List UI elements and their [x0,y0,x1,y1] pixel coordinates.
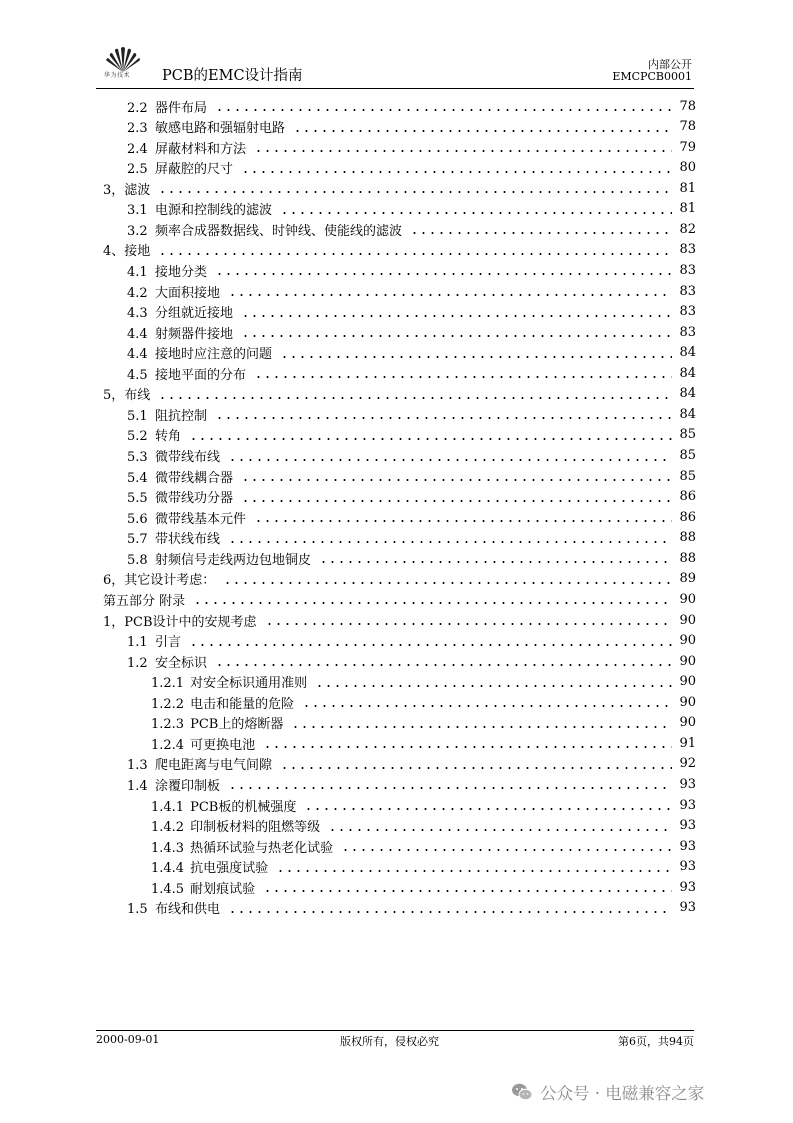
toc-entry[interactable] [127,199,696,219]
toc-leader-dots [276,199,676,219]
toc-entry-title: 接地平面的分布 [155,367,247,383]
toc-entry-title: 涂覆印制板 [155,778,221,794]
toc-entry-page: 93 [679,859,696,875]
toc-entry-page: 82 [679,221,696,237]
toc-entry-page: 93 [679,818,696,834]
toc-entry-page: 88 [679,530,696,546]
toc-entry-number: 第五部分 附录 [103,593,186,609]
toc-entry[interactable] [127,302,696,322]
toc-entry-page: 90 [679,715,696,731]
toc-entry-page: 91 [679,735,696,751]
toc-entry-number: 1.4.3 [151,840,185,856]
toc-entry-title: 引言 [155,635,182,651]
toc-entry-number: 5.7 [127,532,148,548]
toc-entry[interactable] [151,692,696,712]
toc-entry-number: 3.1 [127,203,148,219]
toc-leader-dots [287,713,676,733]
toc-leader-dots [237,158,676,178]
toc-leader-dots [189,589,676,609]
toc-entry-number: 1.2 [127,655,148,671]
toc-entry-page: 85 [679,448,696,464]
toc-entry-number: 2.4 [127,141,148,157]
toc-entry-page: 83 [679,242,696,258]
toc-entry-page: 85 [679,468,696,484]
toc-entry[interactable] [151,672,696,692]
toc-entry-title: 微带线功分器 [155,491,234,507]
toc-entry-page: 83 [679,262,696,278]
toc-entry-title: 抗电强度试验 [190,861,269,877]
toc-entry-number: 5.3 [127,450,148,466]
toc-entry[interactable] [127,281,696,301]
toc-leader-dots [272,857,676,877]
toc-entry[interactable] [127,446,696,466]
toc-entry[interactable] [103,569,696,589]
toc-leader-dots [211,96,676,116]
toc-entry-number: 1，PCB设计中的安规考虑 [103,614,257,630]
toc-entry-page: 90 [679,591,696,607]
toc-entry-number: 1.5 [127,902,148,918]
toc-leader-dots [289,117,676,137]
wechat-icon [510,1080,534,1104]
toc-leader-dots [224,528,676,548]
toc-entry-title: 射频信号走线两边包地铜皮 [155,552,312,568]
footer-divider [96,1030,694,1031]
toc-leader-dots [237,322,676,342]
toc-entry-title: 接地分类 [155,264,208,280]
footer-page-info: 第6页，共94页 [618,1035,694,1048]
toc-entry[interactable] [151,857,696,877]
toc-leader-dots [259,877,676,897]
toc-leader-dots [237,466,676,486]
toc-entry[interactable] [127,754,696,774]
toc-leader-dots [224,281,676,301]
toc-entry-title: 安全标识 [155,655,208,671]
toc-entry-title: 可更换电池 [190,737,256,753]
toc-entry-title: PCB板的机械强度 [190,799,297,815]
toc-leader-dots [406,219,676,239]
toc-leader-dots [276,754,676,774]
toc-leader-dots [276,343,676,363]
toc-entry-page: 84 [679,365,696,381]
watermark-text: 公众号 · 电磁兼容之家 [540,1084,705,1103]
toc-leader-dots [250,363,676,383]
toc-entry-page: 83 [679,304,696,320]
toc-entry-page: 81 [679,201,696,217]
toc-leader-dots [185,631,676,651]
toc-entry[interactable] [103,610,696,630]
toc-entry[interactable] [151,816,696,836]
toc-entry-number: 1.4.2 [151,820,185,836]
toc-entry-number: 5.2 [127,429,148,445]
toc-entry[interactable] [103,240,696,260]
toc-entry-title: 阻抗控制 [155,408,208,424]
toc-entry-page: 92 [679,756,696,772]
toc-entry-number: 5.1 [127,408,148,424]
toc-entry[interactable] [103,589,696,609]
toc-entry-title: 敏感电路和强辐射电路 [155,121,286,137]
toc-entry-page: 81 [679,180,696,196]
toc-entry-number: 2.3 [127,121,148,137]
toc-entry[interactable] [127,96,696,116]
toc-entry-number: 1.4.4 [151,861,185,877]
toc-leader-dots [237,487,676,507]
toc-entry-title: 频率合成器数据线、时钟线、使能线的滤波 [155,223,403,239]
toc-entry[interactable] [127,631,696,651]
toc-entry-number: 1.1 [127,635,148,651]
toc-entry-number: 1.4 [127,778,148,794]
toc-entry[interactable] [151,713,696,733]
toc-entry-title: 大面积接地 [155,285,221,301]
toc-entry-number: 5.5 [127,491,148,507]
toc-entry-title: 转角 [155,429,182,445]
toc-entry[interactable] [127,343,696,363]
toc-entry-title: 对安全标识通用准则 [190,676,308,692]
toc-entry-number: 1.3 [127,758,148,774]
toc-entry-page: 93 [679,900,696,916]
toc-entry-page: 89 [679,571,696,587]
toc-leader-dots [337,836,676,856]
toc-entry[interactable] [127,507,696,527]
header-divider [96,88,694,89]
security-level: 内部公开 [648,58,692,71]
toc-leader-dots [224,774,676,794]
toc-leader-dots [154,240,676,260]
toc-entry-page: 79 [679,139,696,155]
toc-entry[interactable] [151,836,696,856]
toc-entry-title: 屏蔽腔的尺寸 [155,162,234,178]
toc-entry-page: 84 [679,406,696,422]
logo-text: 华为技术 [104,72,131,79]
toc-leader-dots [237,302,676,322]
toc-entry[interactable] [127,219,696,239]
toc-entry[interactable] [127,404,696,424]
toc-leader-dots [250,137,676,157]
toc-entry-number: 4.1 [127,264,148,280]
toc-entry-number: 5.4 [127,470,148,486]
toc-entry[interactable] [127,260,696,280]
toc-entry-number: 5.8 [127,552,148,568]
toc-entry-title: 器件布局 [155,100,208,116]
footer-date: 2000-09-01 [96,1033,160,1046]
toc-leader-dots [224,446,676,466]
toc-leader-dots [324,816,676,836]
toc-entry-title: 微带线耦合器 [155,470,234,486]
toc-entry-number: 4.3 [127,306,148,322]
toc-entry-number: 1.4.1 [151,799,185,815]
toc-entry-page: 93 [679,797,696,813]
toc-entry-page: 78 [679,119,696,135]
toc-entry-title: 热循环试验与热老化试验 [190,840,334,856]
page-header [96,40,694,90]
toc-entry[interactable] [127,651,696,671]
toc-entry-number: 4、接地 [103,244,151,260]
toc-entry-page: 90 [679,633,696,649]
toc-entry-title: 分组就近接地 [155,306,234,322]
toc-entry-page: 93 [679,879,696,895]
watermark [510,1078,704,1106]
toc-leader-dots [185,425,676,445]
toc-entry-number: 4.2 [127,285,148,301]
toc-entry[interactable] [127,528,696,548]
toc-entry[interactable] [127,425,696,445]
toc-entry[interactable] [127,898,696,918]
toc-entry-title: 布线和供电 [155,902,221,918]
toc-leader-dots [224,898,676,918]
toc-entry-page: 90 [679,612,696,628]
toc-entry-number: 3，滤波 [103,182,151,198]
toc-leader-dots [250,507,676,527]
toc-entry-page: 90 [679,694,696,710]
toc-entry-title: 爬电距离与电气间隙 [155,758,273,774]
toc-leader-dots [300,795,676,815]
toc-entry-title: 接地时应注意的问题 [155,347,273,363]
toc-entry-title: 屏蔽材料和方法 [155,141,247,157]
toc-entry-page: 93 [679,776,696,792]
toc-entry-number: 1.2.2 [151,696,185,712]
document-code: EMCPCB0001 [612,70,692,83]
toc-entry[interactable] [103,384,696,404]
toc-entry[interactable] [127,363,696,383]
toc-entry-number: 5.6 [127,511,148,527]
toc-entry[interactable] [127,466,696,486]
toc-entry[interactable] [127,322,696,342]
toc-entry-page: 83 [679,283,696,299]
toc-entry-page: 80 [679,160,696,176]
toc-entry-title: 微带线基本元件 [155,511,247,527]
toc-entry-number: 1.2.3 [151,717,185,733]
toc-entry-title: 微带线布线 [155,450,221,466]
toc-entry-page: 83 [679,324,696,340]
toc-leader-dots [315,548,676,568]
toc-entry-page: 93 [679,838,696,854]
toc-entry-title: 电击和能量的危险 [190,696,295,712]
toc-entry-number: 3.2 [127,223,148,239]
toc-entry-number: 1.4.5 [151,881,185,897]
toc-entry[interactable] [127,548,696,568]
toc-entry[interactable] [127,487,696,507]
toc-leader-dots [298,692,676,712]
footer-copyright: 版权所有，侵权必究 [340,1035,439,1048]
toc-entry-page: 88 [679,550,696,566]
toc-entry-title: 耐划痕试验 [190,881,256,897]
toc-entry-page: 78 [679,98,696,114]
toc-leader-dots [154,178,676,198]
toc-entry-number: 1.2.4 [151,737,185,753]
document-title: PCB的EMC设计指南 [162,68,303,84]
toc-entry[interactable] [127,117,696,137]
toc-entry-number: 1.2.1 [151,676,185,692]
toc-entry-number: 4.4 [127,347,148,363]
toc-leader-dots [261,610,676,630]
toc-entry-page: 86 [679,509,696,525]
toc-entry-page: 86 [679,489,696,505]
toc-leader-dots [311,672,676,692]
toc-entry-title: 印制板材料的阻燃等级 [190,820,321,836]
toc-entry-page: 90 [679,653,696,669]
toc-leader-dots [211,260,676,280]
toc-leader-dots [219,569,676,589]
toc-entry[interactable] [127,158,696,178]
toc-entry[interactable] [127,774,696,794]
toc-entry-number: 5，布线 [103,388,151,404]
toc-entry[interactable] [127,137,696,157]
toc-entry[interactable] [151,877,696,897]
toc-entry-title: PCB上的熔断器 [190,717,284,733]
toc-leader-dots [211,651,676,671]
toc-entry[interactable] [151,733,696,753]
toc-entry-number: 4.5 [127,367,148,383]
toc-entry-page: 84 [679,386,696,402]
toc-entry-number: 2.2 [127,100,148,116]
toc-entry-number: 6，其它设计考虑： [103,573,216,589]
toc-leader-dots [259,733,676,753]
toc-leader-dots [211,404,676,424]
toc-entry-page: 85 [679,427,696,443]
toc-entry-title: 射频器件接地 [155,326,234,342]
toc-entry-page: 84 [679,345,696,361]
toc-entry-title: 带状线布线 [155,532,221,548]
toc-entry-number: 4.4 [127,326,148,342]
toc-entry-number: 2.5 [127,162,148,178]
toc-entry[interactable] [151,795,696,815]
toc-leader-dots [154,384,676,404]
toc-entry-page: 90 [679,674,696,690]
toc-entry-title: 电源和控制线的滤波 [155,203,273,219]
toc-entry[interactable] [103,178,696,198]
